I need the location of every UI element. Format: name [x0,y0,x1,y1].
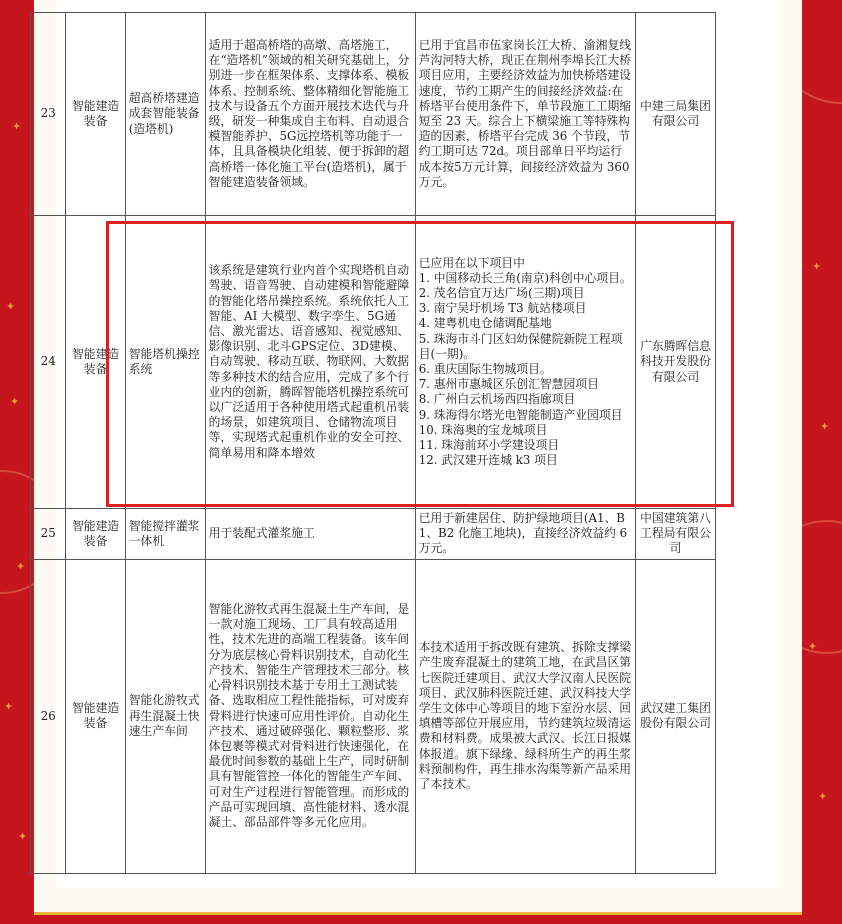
application-line: 1. 中国移动长三角(南京)科创中心项目。 [418,270,632,285]
application-line: 7. 惠州市惠城区乐创汇智慧园项目 [418,377,599,392]
description-cell: 用于装配式灌浆施工 [205,509,415,560]
product-name-cell: 超高桥塔建造成套智能装备(造塔机) [125,13,205,216]
description-cell: 该系统是建筑行业内首个实现塔机自动驾驶、语音驾驶、自动建模和智能避障的智能化塔吊操控系统。系统依托人工智能、AI 大模型、数字孪生、5G通信、激光雷达、语音感知、视觉感知、影像识别、北斗GPS定位、3D建模、自动驾驶、移动互联、物联网、大数据等多种技术的结合应用，完成了多个行业内的创新，腾晖智能塔机操控系统可以广泛适用于各种使用塔式起重机吊装的场景，如建筑项目、仓储物流项目等，实现塔式起重机作业的安全可控、简单易用和降本增效 [205,216,415,509]
sparkle-icon: ✦ [4,700,14,713]
application-line: 2. 茂名信宜万达广场(三期)项目 [418,285,585,300]
description-cell: 适用于超高桥塔的高墩、高塔施工，在“造塔机”领域的相关研究基础上，分别进一步在框架体系、支撑体系、模板体系、控制系统、整体精细化智能施工技术与设备五个方面开展技术迭代与升级，研发一种集成自主布料、自动退合模智能养护、5G远控塔机等功能于一体，且具备模块化组装、便于拆卸的超高桥塔一体化施工平台(造塔机)，属于智能建造装备领域。 [205,13,415,216]
sparkle-icon: ✦ [12,120,22,133]
application-line: 10. 珠海奥的宝龙城项目 [418,422,548,437]
application-line: 8. 广州白云机场西四指廊项目 [418,392,576,407]
sparkle-icon: ✦ [812,260,822,273]
product-name-cell: 智能化游牧式再生混凝土快速生产车间 [125,559,205,873]
application-line: 9. 珠海得尔塔光电智能制造产业园项目 [418,407,623,422]
application-cell: 本技术适用于拆改既有建筑、拆除支撑梁产生废弃混凝土的建筑工地，在武昌区第七医院迁建项目、武汉大学汉南人民医院项目、武汉肺科医院迁建、武汉科技大学学生文体中心等项目的地下室汾水层、回填槽等部位开展应用，节约建筑垃圾清运费和材料费。成果被大武汉、长江日报媒体报道。旗下绿缘、绿科所生产的再生浆料预制构件，再生排水沟渠等新产品采用了本技术。 [415,559,635,873]
category-cell: 智能建造装备 [66,509,125,560]
sparkle-icon: ✦ [16,560,26,573]
row-number: 24 [31,216,66,509]
unit-cell: 中国建筑第八工程局有限公司 [636,509,716,560]
unit-cell: 中建三局集团有限公司 [636,13,716,216]
sparkle-icon: ✦ [10,395,20,408]
category-cell: 智能建造装备 [66,13,125,216]
category-cell: 智能建造装备 [66,216,125,509]
table-row [31,216,716,509]
category-cell: 智能建造装备 [66,559,125,873]
description-cell: 智能化游牧式再生混凝土生产车间，是一款对施工现场、工厂具有较高适用性，技术先进的高端工程装备。该车间分为底层核心骨料识别技术，自动化生产技术、智能生产管理技术三部分。核心骨料识别技术基于专用土工测试装备、选取相应工程性能指标，可对废弃骨料进行快速可应用性评价。自动化生产技术、通过破碎强化、颗粒整形、浆体包裹等模式对骨料进行快速强化，在最优时间参数的基础上生产，同时研制具有智能管控一体化的智能生产车间、可对生产过程进行智能管理。而形成的产品可实现回填、高性能材料、透水混凝土、部品部件等多元化应用。 [205,559,415,873]
sparkle-icon: ✦ [808,640,818,653]
unit-cell: 武汉建工集团股份有限公司 [636,559,716,873]
row-number: 23 [31,13,66,216]
sparkle-icon: ✦ [18,830,28,843]
application-line: 6. 重庆国际生物城项目。 [418,362,552,376]
row-number: 25 [31,509,66,560]
application-line: 5. 珠海市斗门区妇幼保健院新院工程项目(一期)。 [418,331,623,361]
product-table [30,12,716,874]
table-row [31,13,716,216]
table-row [31,509,716,560]
product-name-cell: 智能搅拌灌浆一体机 [125,509,205,560]
row-number: 26 [31,559,66,873]
application-cell [415,216,635,509]
product-name-cell: 智能塔机操控系统 [125,216,205,509]
table-row [31,559,716,873]
application-cell: 已用于宜昌市伍家岗长江大桥、渝湘复线芦沟河特大桥，现正在荆州李埠长江大桥项目应用，主要经济效益为加快桥塔建设速度，节约工期产生的间接经济效益:在桥塔平台使用条件下，单节段施工工期缩短至 23 天。综合上下横梁施工等特殊构造的因素，桥塔平台完成 36 个节段，节约工期可达 72d。项目部单日平均运行成本按5万元计算，间接经济效益为 360 万元。 [415,13,635,216]
sparkle-icon: ✦ [818,790,828,803]
sparkle-icon: ✦ [820,420,830,433]
application-line: 3. 南宁吴圩机场 T3 航站楼项目 [418,301,587,316]
application-cell: 已用于新建居住、防护绿地项目(A1、B1、B2 化施工地块)，直接经济效益约 6 万元。 [415,509,635,560]
application-line: 已应用在以下项目中 [418,255,525,270]
application-line: 11. 珠海前环小学建设项目 [418,438,560,453]
sparkle-icon: ✦ [6,300,16,313]
application-line: 4. 建粤机电仓储调配基地 [418,316,552,331]
unit-cell: 广东腾晖信息科技开发股份有限公司 [636,216,716,509]
application-line: 12. 武汉建开连城 k3 项目 [418,453,558,468]
